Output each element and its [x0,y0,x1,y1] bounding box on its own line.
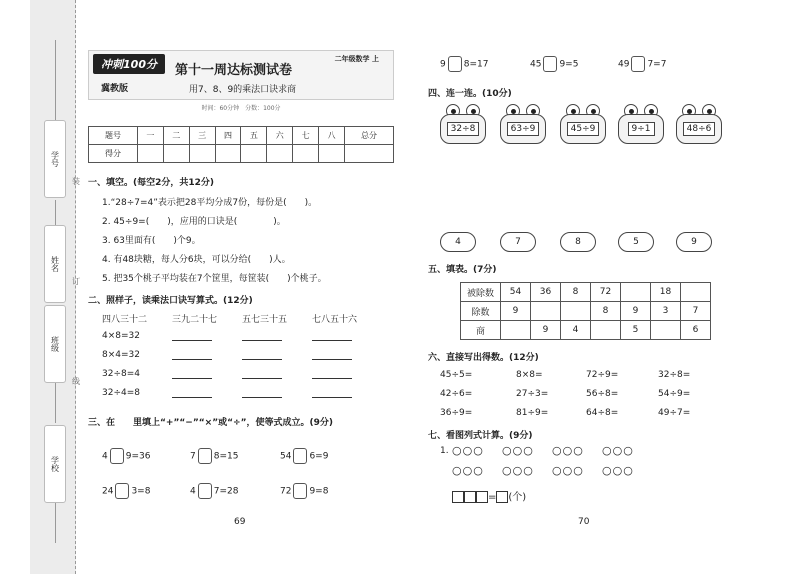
score-input[interactable] [293,145,319,163]
table-cell[interactable]: 9 [621,302,651,321]
school-tab: 学校 [44,425,66,503]
operator-box[interactable] [198,483,212,499]
operator-box[interactable] [115,483,129,499]
calc-item: 8×8= [516,370,543,380]
example: 8×4=32 [102,350,140,360]
operator-box[interactable] [198,448,212,464]
frog-card[interactable]: 48÷6 [676,104,722,146]
circle-group: ○○○ [452,464,484,477]
edition-label: 冀教版 [101,84,129,94]
score-input[interactable] [267,145,293,163]
header-banner [88,50,394,100]
score-label: 得分 [89,145,138,163]
equation: 4 7=28 [190,483,238,499]
frog-card[interactable]: 63÷9 [500,104,546,146]
equation-template: = (个) [452,488,526,503]
brand-logo: 冲刺100分 [93,54,165,74]
score-input[interactable] [241,145,267,163]
section-4-heading: 四、连一连。(10分) [428,89,512,99]
table-cell[interactable]: 3 [651,302,681,321]
rhyme: 五七三十五 [242,315,288,325]
frog-card[interactable]: 45÷9 [560,104,606,146]
fold-mark: 订 [72,277,80,286]
table-cell[interactable]: 8 [591,302,621,321]
score-input[interactable] [189,145,215,163]
fold-mark: 装 [72,177,80,186]
page-number-right: 70 [578,517,590,527]
score-input[interactable] [345,145,394,163]
operator-box[interactable] [631,56,645,72]
score-cell: 三 [189,127,215,145]
score-cell: 八 [319,127,345,145]
example: 4×8=32 [102,331,140,341]
table-header-cell: 除数 [461,302,501,321]
question-number: 1. [440,446,449,456]
example: 32÷8=4 [102,369,140,379]
score-input[interactable] [215,145,241,163]
equation: 9 8=17 [440,56,488,72]
section-3-heading: 三、在 里填上“+”“−”“×”或“÷”，使等式成立。(9分) [88,418,333,428]
table-cell[interactable] [561,302,591,321]
calc-item: 27÷3= [516,389,549,399]
calc-item: 72÷9= [586,370,619,380]
question: 2. 45÷9=( )，应用的口诀是( )。 [102,217,286,227]
answer-box[interactable] [464,491,476,503]
table-cell[interactable] [501,321,531,340]
question: 1.“28÷7=4”表示把28平均分成7份，每份是( )。 [102,198,318,208]
table-cell[interactable] [651,321,681,340]
equation: 72 9=8 [280,483,328,499]
score-cell: 四 [215,127,241,145]
table-cell[interactable] [531,302,561,321]
operator-box[interactable] [543,56,557,72]
binding-sidebar [30,0,76,574]
score-cell: 六 [267,127,293,145]
cloud-answer[interactable]: 7 [500,232,536,252]
page-title: 第十一周达标测试卷 [175,63,293,78]
circle-group: ○○○ [502,444,534,457]
answer-lines[interactable] [312,333,352,398]
table-cell[interactable]: 6 [681,321,711,340]
answer-box[interactable] [496,491,508,503]
calc-item: 64÷8= [586,408,619,418]
answer-box[interactable] [452,491,464,503]
equation: 54 6=9 [280,448,328,464]
grade-label: 二年级数学 上 [334,55,379,63]
calc-item: 42÷6= [440,389,473,399]
answer-box[interactable] [476,491,488,503]
table-cell[interactable]: 7 [681,302,711,321]
equation: 24 3=8 [102,483,150,499]
circle-group: ○○○ [602,444,634,457]
circle-group: ○○○ [552,464,584,477]
section-5-heading: 五、填表。(7分) [428,265,497,275]
calc-item: 36÷9= [440,408,473,418]
rhyme: 三九二十七 [172,315,218,325]
table-cell[interactable]: 8 [561,283,591,302]
table-cell[interactable] [591,321,621,340]
section-7-heading: 七、看图列式计算。(9分) [428,431,533,441]
rhyme: 七八五十六 [312,315,358,325]
section-2-heading: 二、照样子，读乘法口诀写算式。(12分) [88,296,253,306]
question: 3. 63里面有( )个9。 [102,236,201,246]
equation: 49 7=7 [618,56,666,72]
table-cell[interactable]: 54 [501,283,531,302]
table-cell[interactable]: 9 [531,321,561,340]
page-number-left: 69 [234,517,246,527]
calc-item: 45÷5= [440,370,473,380]
cloud-answer[interactable]: 4 [440,232,476,252]
fill-table [460,282,711,340]
operator-box[interactable] [293,448,307,464]
table-cell[interactable]: 5 [621,321,651,340]
operator-box[interactable] [448,56,462,72]
section-6-heading: 六、直接写出得数。(12分) [428,353,539,363]
frog-card[interactable]: 9÷1 [618,104,664,146]
table-cell[interactable] [681,283,711,302]
score-input[interactable] [319,145,345,163]
page-subtitle: 用7、8、9的乘法口诀求商 [189,85,297,95]
score-cell: 二 [163,127,189,145]
equation: 7 8=15 [190,448,238,464]
circle-group: ○○○ [552,444,584,457]
example: 32÷4=8 [102,388,140,398]
operator-box[interactable] [293,483,307,499]
score-cell: 五 [241,127,267,145]
cloud-answer[interactable]: 5 [618,232,654,252]
operator-box[interactable] [110,448,124,464]
equation: 45 9=5 [530,56,578,72]
answer-lines[interactable] [172,333,212,398]
table-cell[interactable]: 18 [651,283,681,302]
table-cell[interactable]: 72 [591,283,621,302]
question: 5. 把35个桃子平均装在7个筐里，每筐装( )个桃子。 [102,274,327,284]
circle-group: ○○○ [452,444,484,457]
calc-item: 54÷9= [658,389,691,399]
name-tab: 姓名 [44,225,66,303]
rhyme: 四八三十二 [102,315,148,325]
class-tab: 班级 [44,305,66,383]
table-cell[interactable]: 36 [531,283,561,302]
calc-item: 32÷8= [658,370,691,380]
answer-lines[interactable] [242,333,282,398]
table-header-cell: 被除数 [461,283,501,302]
cloud-answer[interactable]: 8 [560,232,596,252]
fold-mark: 线 [72,377,80,386]
calc-item: 81÷9= [516,408,549,418]
section-1-heading: 一、填空。(每空2分，共12分) [88,178,215,188]
table-cell[interactable]: 4 [561,321,591,340]
cloud-answer[interactable]: 9 [676,232,712,252]
unit-label: (个) [508,492,527,503]
question: 4. 有48块糖，每人分6块，可以分给( )人。 [102,255,291,265]
score-cell: 题号 [89,127,138,145]
frog-card[interactable]: 32÷8 [440,104,486,146]
calc-item: 49÷7= [658,408,691,418]
score-input[interactable] [137,145,163,163]
calc-item: 56÷8= [586,389,619,399]
table-cell[interactable] [621,283,651,302]
score-cell: 总分 [345,127,394,145]
score-cell: 七 [293,127,319,145]
student-number-tab: 学号 [44,120,66,198]
time-info: 时间：60分钟 分数：100分 [201,105,281,112]
equation: 4 9=36 [102,448,150,464]
score-cell: 一 [137,127,163,145]
table-header-cell: 商 [461,321,501,340]
circle-group: ○○○ [502,464,534,477]
table-cell[interactable]: 9 [501,302,531,321]
score-table [88,126,394,163]
score-input[interactable] [163,145,189,163]
circle-group: ○○○ [602,464,634,477]
